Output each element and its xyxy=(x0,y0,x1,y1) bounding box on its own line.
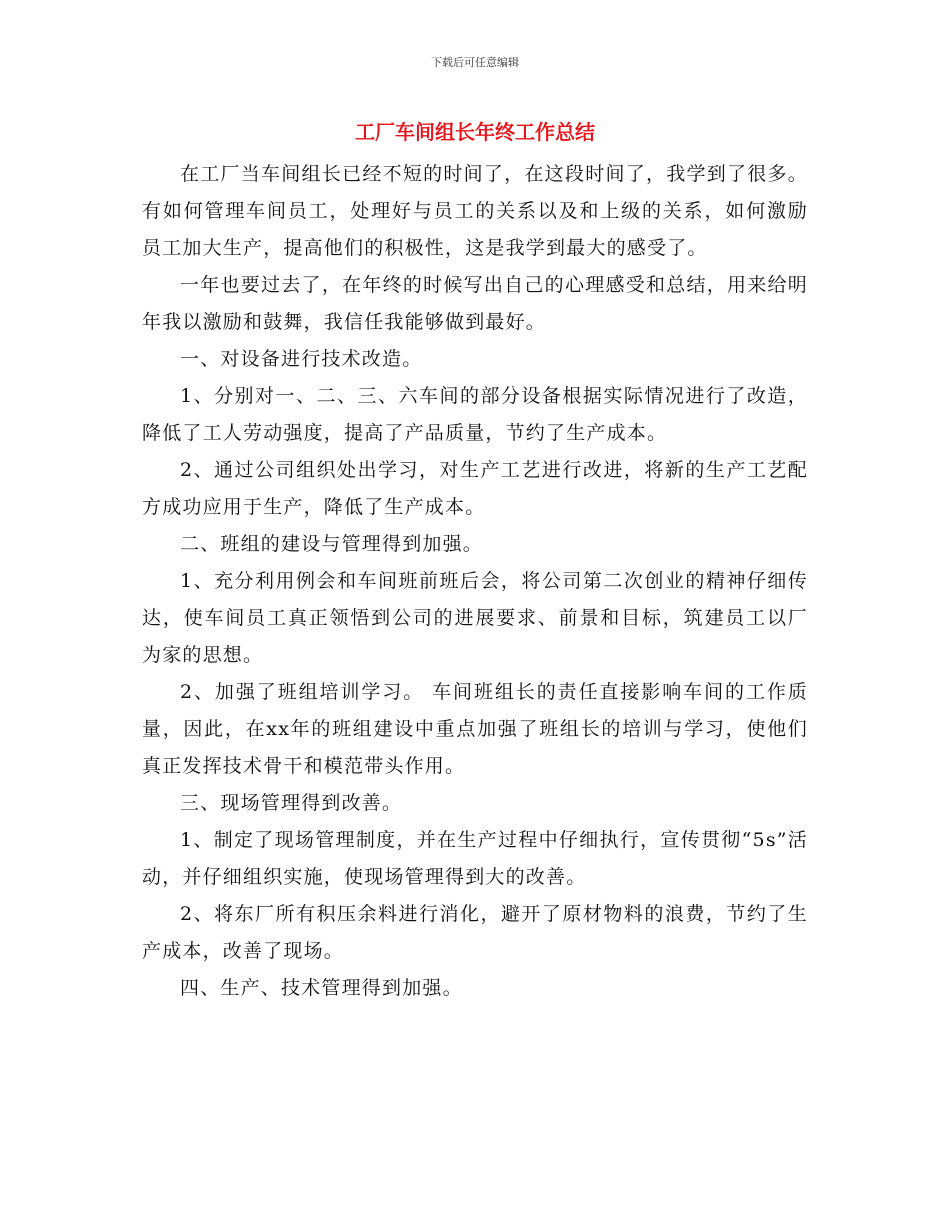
paragraph-1-1: 1、分别对一、二、三、六车间的部分设备根据实际情况进行了改造，降低了工人劳动强度，提高了产品质量，节约了生产成本。 xyxy=(142,385,808,444)
document-title: 工厂车间组长年终工作总结 xyxy=(355,120,595,144)
section-heading-2: 二、班组的建设与管理得到加强。 xyxy=(180,533,484,555)
paragraph-intro: 在工厂当车间组长已经不短的时间了，在这段时间了，我学到了很多。有如何管理车间员工，处理好与员工的关系以及和上级的关系，如何激励员工加大生产，提高他们的积极性，这是我学到最大的感受了。 xyxy=(142,163,808,259)
paragraph-3-1: 1、制定了现场管理制度，并在生产过程中仔细执行，宣传贯彻“5s”活动，并仔细组织实施，使现场管理得到大的改善。 xyxy=(142,829,808,888)
section-heading-4: 四、生产、技术管理得到加强。 xyxy=(180,977,463,999)
document-body xyxy=(142,156,808,1007)
paragraph-2-2: 2、加强了班组培训学习。 车间班组长的责任直接影响车间的工作质量，因此，在xx年的班组建设中重点加强了班组长的培训与学习，使他们真正发挥技术骨干和模范带头作用。 xyxy=(142,681,808,777)
section-heading-3: 三、现场管理得到改善。 xyxy=(180,792,403,814)
header-note: 下载后可任意编辑 xyxy=(431,56,519,69)
paragraph-1-2: 2、通过公司组织处出学习，对生产工艺进行改进，将新的生产工艺配方成功应用于生产，降低了生产成本。 xyxy=(142,459,808,518)
paragraph-2-1: 1、充分利用例会和车间班前班后会，将公司第二次创业的精神仔细传达，使车间员工真正领悟到公司的进展要求、前景和目标，筑建员工以厂为家的思想。 xyxy=(142,570,808,666)
paragraph-3-2: 2、将东厂所有积压余料进行消化，避开了原材物料的浪费，节约了生产成本，改善了现场。 xyxy=(142,903,808,962)
section-heading-1: 一、对设备进行技术改造。 xyxy=(180,348,423,370)
paragraph-year-end: 一年也要过去了，在年终的时候写出自己的心理感受和总结，用来给明年我以激励和鼓舞，我信任我能够做到最好。 xyxy=(142,274,808,333)
